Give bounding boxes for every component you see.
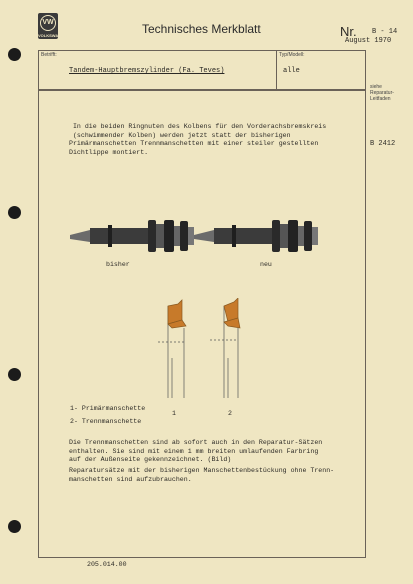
intro-paragraph: In die beiden Ringnuten des Kolbens für den Vorderachsbremskreis (schwimmender Kolben) werden jetzt statt der bisherigen Primärmanschetten Trennmanschetten mit einer steiler gestellten Dichtlippe montiert. xyxy=(69,123,327,156)
piston-new-figure xyxy=(194,220,318,252)
typ-label: Typ/Modell: xyxy=(279,52,305,58)
nr-label: Nr. xyxy=(340,24,357,39)
caption-old: bisher xyxy=(106,261,130,268)
vw-logo: VW VOLKSWAGEN xyxy=(38,13,58,39)
figure-number-2: 2 xyxy=(228,410,232,417)
punch-hole xyxy=(8,368,21,381)
document-date: August 1970 xyxy=(345,37,392,45)
punch-hole xyxy=(8,48,21,61)
piston-photo xyxy=(68,208,318,258)
caption-new: neu xyxy=(260,261,272,268)
seal-2-drawing xyxy=(210,298,240,398)
punch-hole xyxy=(8,520,21,533)
punch-hole xyxy=(8,206,21,219)
footer-code: 205.014.00 xyxy=(87,561,127,568)
legend-item-1: 1- Primärmanschette xyxy=(70,405,146,412)
old-stock-paragraph: Reparatursätze mit der bisherigen Manschettenbestückung ohne Trenn- manschetten sind aufzubrauchen. xyxy=(69,467,335,483)
page-title: Technisches Merkblatt xyxy=(142,22,261,36)
repair-kit-paragraph: Die Trennmanschetten sind ab sofort auch in den Reparatur-Sätzen enthalten. Sie sind mit einem 1 mm breiten umlaufenden Farbring auf der Außenseite gekennzeichnet. (Bild) xyxy=(69,439,323,464)
legend-item-2: 2- Trennmanschette xyxy=(70,418,142,425)
reference-number: B 2412 xyxy=(370,140,396,148)
side-note: siehe Reparatur- Leitfaden xyxy=(370,84,394,102)
piston-old-figure xyxy=(70,220,194,252)
typ-value: alle xyxy=(283,67,300,75)
figure-number-1: 1 xyxy=(172,410,176,417)
betrifft-label: Betrifft: xyxy=(41,52,57,58)
seal-1-drawing xyxy=(158,300,186,398)
subject-text: Tandem-Hauptbremszylinder (Fa. Teves) xyxy=(69,67,225,75)
seal-cross-section-diagram xyxy=(148,298,258,406)
document-number: B - 14 xyxy=(372,28,398,36)
